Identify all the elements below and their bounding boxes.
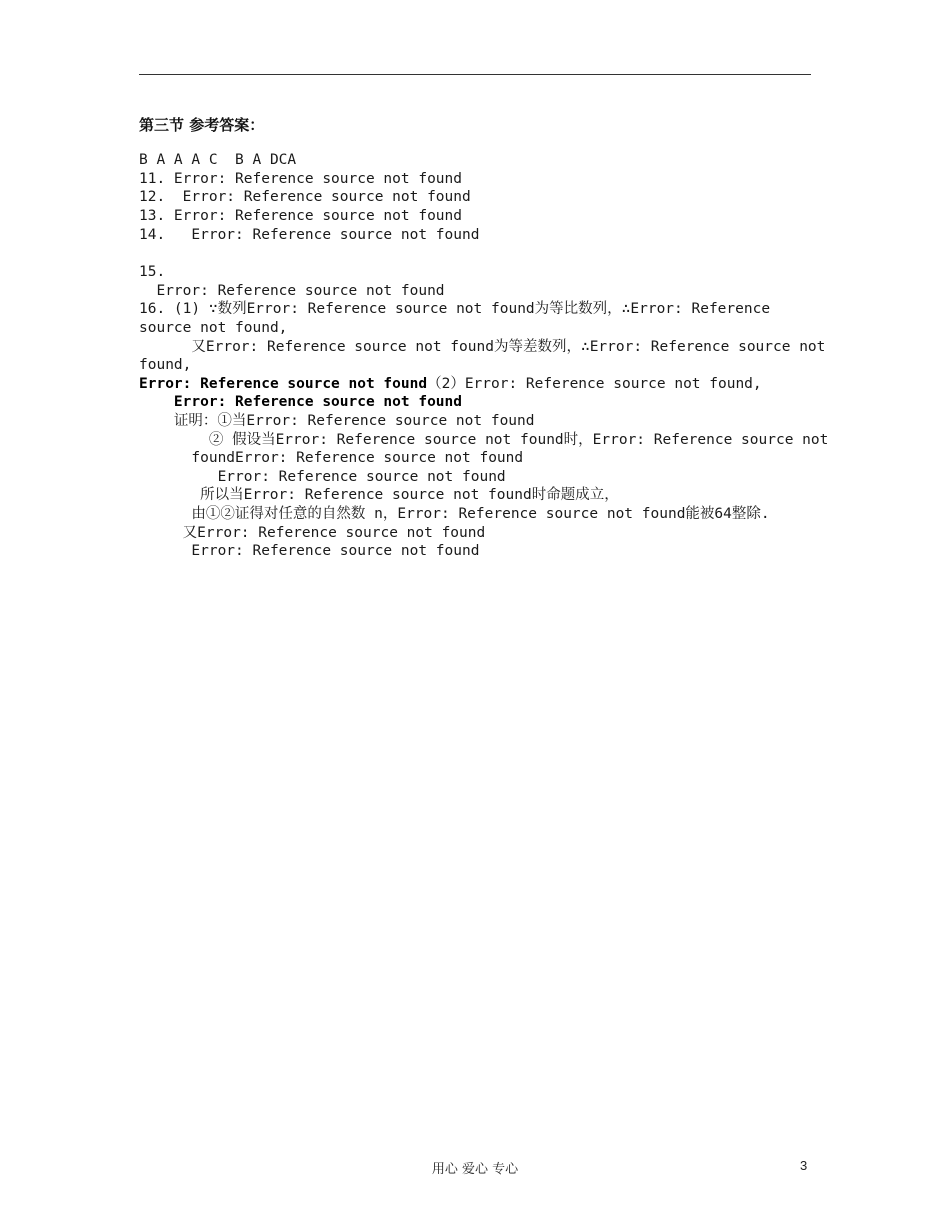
answer-14: 14. Error: Reference source not found (139, 227, 480, 243)
answer-16-part2-start: （2）Error: Reference source not found, (427, 376, 762, 392)
proof-step-2-cont: foundError: Reference source not found (139, 450, 524, 466)
answer-16-line-13: 又Error: Reference source not found (139, 525, 486, 541)
answer-16-line-14: Error: Reference source not found (139, 543, 480, 559)
proof-step-1: 证明：①当Error: Reference source not found (139, 413, 535, 429)
multiple-choice-answers: B A A A C B A DCA (139, 152, 297, 168)
proof-conclusion-1: 所以当Error: Reference source not found时命题成立， (139, 487, 619, 503)
answer-16-line-1: 16. (1) ∵数列Error: Reference source not found为等比数列，∴Error: Reference (139, 301, 771, 317)
answer-16-line-6: Error: Reference source not found (139, 394, 463, 410)
answer-16-line-3: 又Error: Reference source not found为等差数列，∴Error: Reference source not (139, 339, 826, 355)
answer-16-line-4: found, (139, 357, 192, 373)
answer-15-body: Error: Reference source not found (139, 283, 445, 299)
answer-15-number: 15. (139, 264, 166, 280)
proof-step-2: ② 假设当Error: Reference source not found时，Error: Reference source not (139, 432, 829, 448)
page-number: 3 (800, 1158, 808, 1173)
section-heading: 第三节 参考答案： (139, 116, 265, 134)
proof-step-2-derivation: Error: Reference source not found (139, 469, 506, 485)
answer-12: 12. Error: Reference source not found (139, 189, 471, 205)
answer-11: 11. Error: Reference source not found (139, 171, 463, 187)
answer-16-line-2: source not found, (139, 320, 288, 336)
header-rule (139, 74, 811, 75)
answer-16-line-5 (139, 375, 762, 393)
answer-13: 13. Error: Reference source not found (139, 208, 463, 224)
proof-conclusion-2: 由①②证得对任意的自然数 n，Error: Reference source not found能被64整除. (139, 506, 770, 522)
answer-16-part1-result: Error: Reference source not found (139, 376, 428, 392)
footer-motto: 用心 爱心 专心 (431, 1162, 519, 1177)
